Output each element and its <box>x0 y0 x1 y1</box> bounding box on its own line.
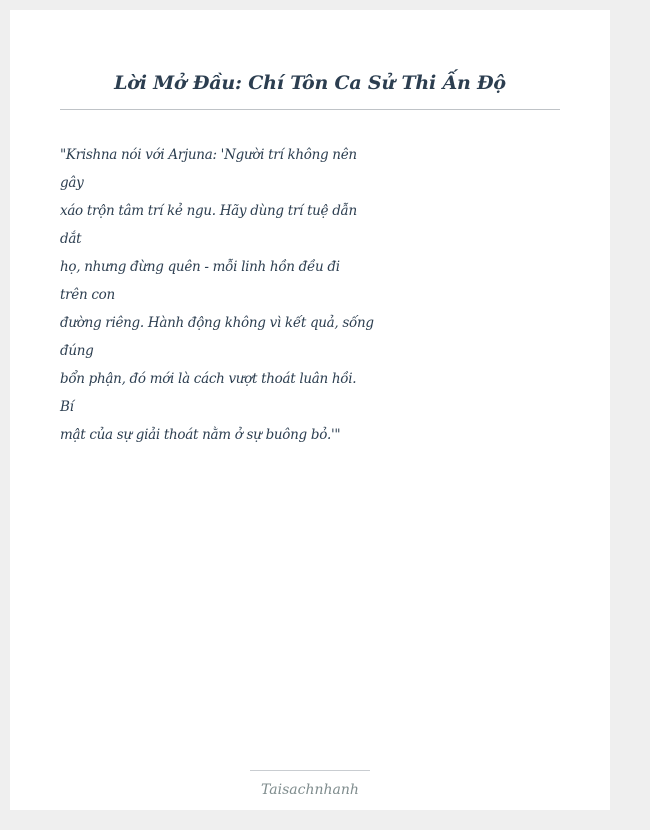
body-line: dắt <box>60 231 82 247</box>
document-page <box>10 10 610 810</box>
title-divider <box>60 109 560 110</box>
quote-body <box>60 141 380 449</box>
footer-divider <box>250 770 370 771</box>
body-line: đúng <box>60 343 94 359</box>
body-line: xáo trộn tâm trí kẻ ngu. Hãy dùng trí tuệ dẫn <box>60 203 357 219</box>
body-line: "Krishna nói với Arjuna: 'Người trí không nên <box>60 147 357 163</box>
body-line: gây <box>60 175 84 191</box>
body-line: bổn phận, đó mới là cách vượt thoát luân hồi. <box>60 371 357 387</box>
body-line: trên con <box>60 287 115 303</box>
body-line: đường riêng. Hành động không vì kết quả, sống <box>60 315 374 331</box>
body-line: mật của sự giải thoát nằm ở sự buông bỏ.'" <box>60 427 341 443</box>
body-line: họ, nhưng đừng quên - mỗi linh hồn đều đi <box>60 259 340 275</box>
footer-brand: Taisachnhanh <box>261 782 359 798</box>
body-line: Bí <box>60 399 74 415</box>
page-title: Lời Mở Đầu: Chí Tôn Ca Sử Thi Ấn Độ <box>114 72 506 94</box>
